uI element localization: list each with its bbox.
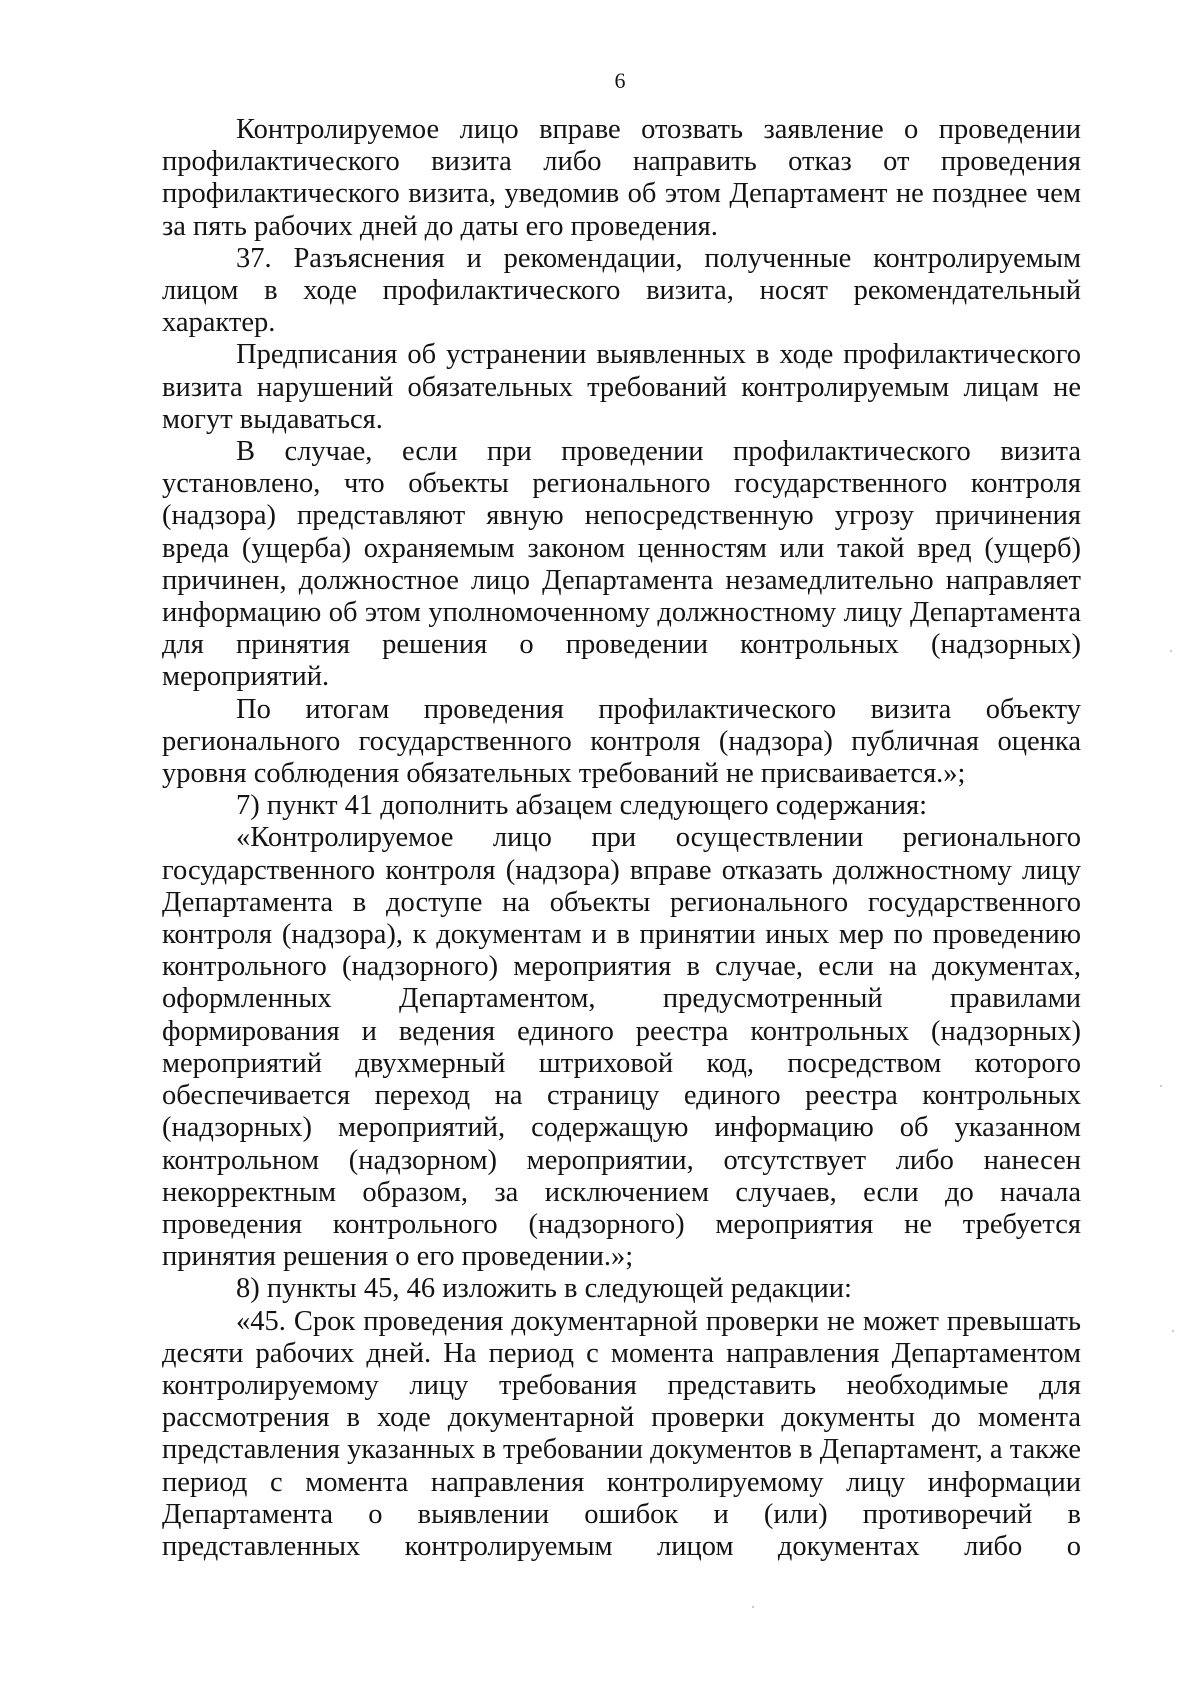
document-body	[162, 114, 1081, 1563]
scan-speck	[1160, 1085, 1162, 1087]
paragraph-withdrawal-right: Контролируемое лицо вправе отозвать заявление о проведении профилактического визита либо направить отказ от проведения профилактического визита, уведомив об этом Департамент не позднее чем за пять рабочих дней до даты его проведения.	[162, 114, 1081, 242]
paragraph-item-37: 37. Разъяснения и рекомендации, полученные контролируемым лицом в ходе профилактического визита, носят рекомендательный характер.	[162, 242, 1081, 339]
scan-speck	[1170, 650, 1172, 652]
paragraph-no-public-assessment: По итогам проведения профилактического визита объекту регионального государственного контроля (надзора) публичная оценка уровня соблюдения обязательных требований не присваивается.»;	[162, 693, 1081, 790]
paragraph-barcode-refusal: «Контролируемое лицо при осуществлении регионального государственного контроля (надзора) вправе отказать должностному лицу Департамента в доступе на объекты регионального государственного контроля (надзора), к документам и в принятии иных мер по проведению контрольного (надзорного) мероприятия в случае, если на документах, оформленных Департаментом, предусмотренный правилами формирования и ведения единого реестра контрольных (надзорных) мероприятий двухмерный штриховой код, посредством которого обеспечивается переход на страницу единого реестра контрольных (надзорных) мероприятий, содержащую информацию об указанном контрольном (надзорном) мероприятии, отсутствует либо нанесен некорректным образом, за исключением случаев, если до начала проведения контрольного (надзорного) мероприятия не требуется принятия решения о его проведении.»;	[162, 822, 1081, 1273]
paragraph-direct-threat: В случае, если при проведении профилактического визита установлено, что объекты регионального государственного контроля (надзора) представляют явную непосредственную угрозу причинения вреда (ущерба) охраняемым законом ценностям или такой вред (ущерб) причинен, должностное лицо Департамента незамедлительно направляет информацию об этом уполномоченному должностному лицу Департамента для принятия решения о проведении контрольных (надзорных) мероприятий.	[162, 436, 1081, 693]
paragraph-no-orders: Предписания об устранении выявленных в ходе профилактического визита нарушений обязательных требований контролируемым лицам не могут выдаваться.	[162, 339, 1081, 435]
paragraph-amendment-7: 7) пункт 41 дополнить абзацем следующего содержания:	[236, 790, 928, 822]
page-number: 6	[614, 68, 626, 93]
paragraph-amendment-8: 8) пункты 45, 46 изложить в следующей редакции:	[236, 1273, 852, 1305]
scan-speck	[752, 1606, 754, 1608]
paragraph-item-45: «45. Срок проведения документарной проверки не может превышать десяти рабочих дней. На период с момента направления Департаментом контролируемому лицу требования представить необходимые для рассмотрения в ходе документарной проверки документы до момента представления указанных в требовании документов в Департамент, а также период с момента направления контролируемому лицу информации Департамента о выявлении ошибок и (или) противоречий в представленных контролируемым лицом документах либо о	[162, 1305, 1081, 1562]
scan-speck	[1172, 1330, 1174, 1332]
